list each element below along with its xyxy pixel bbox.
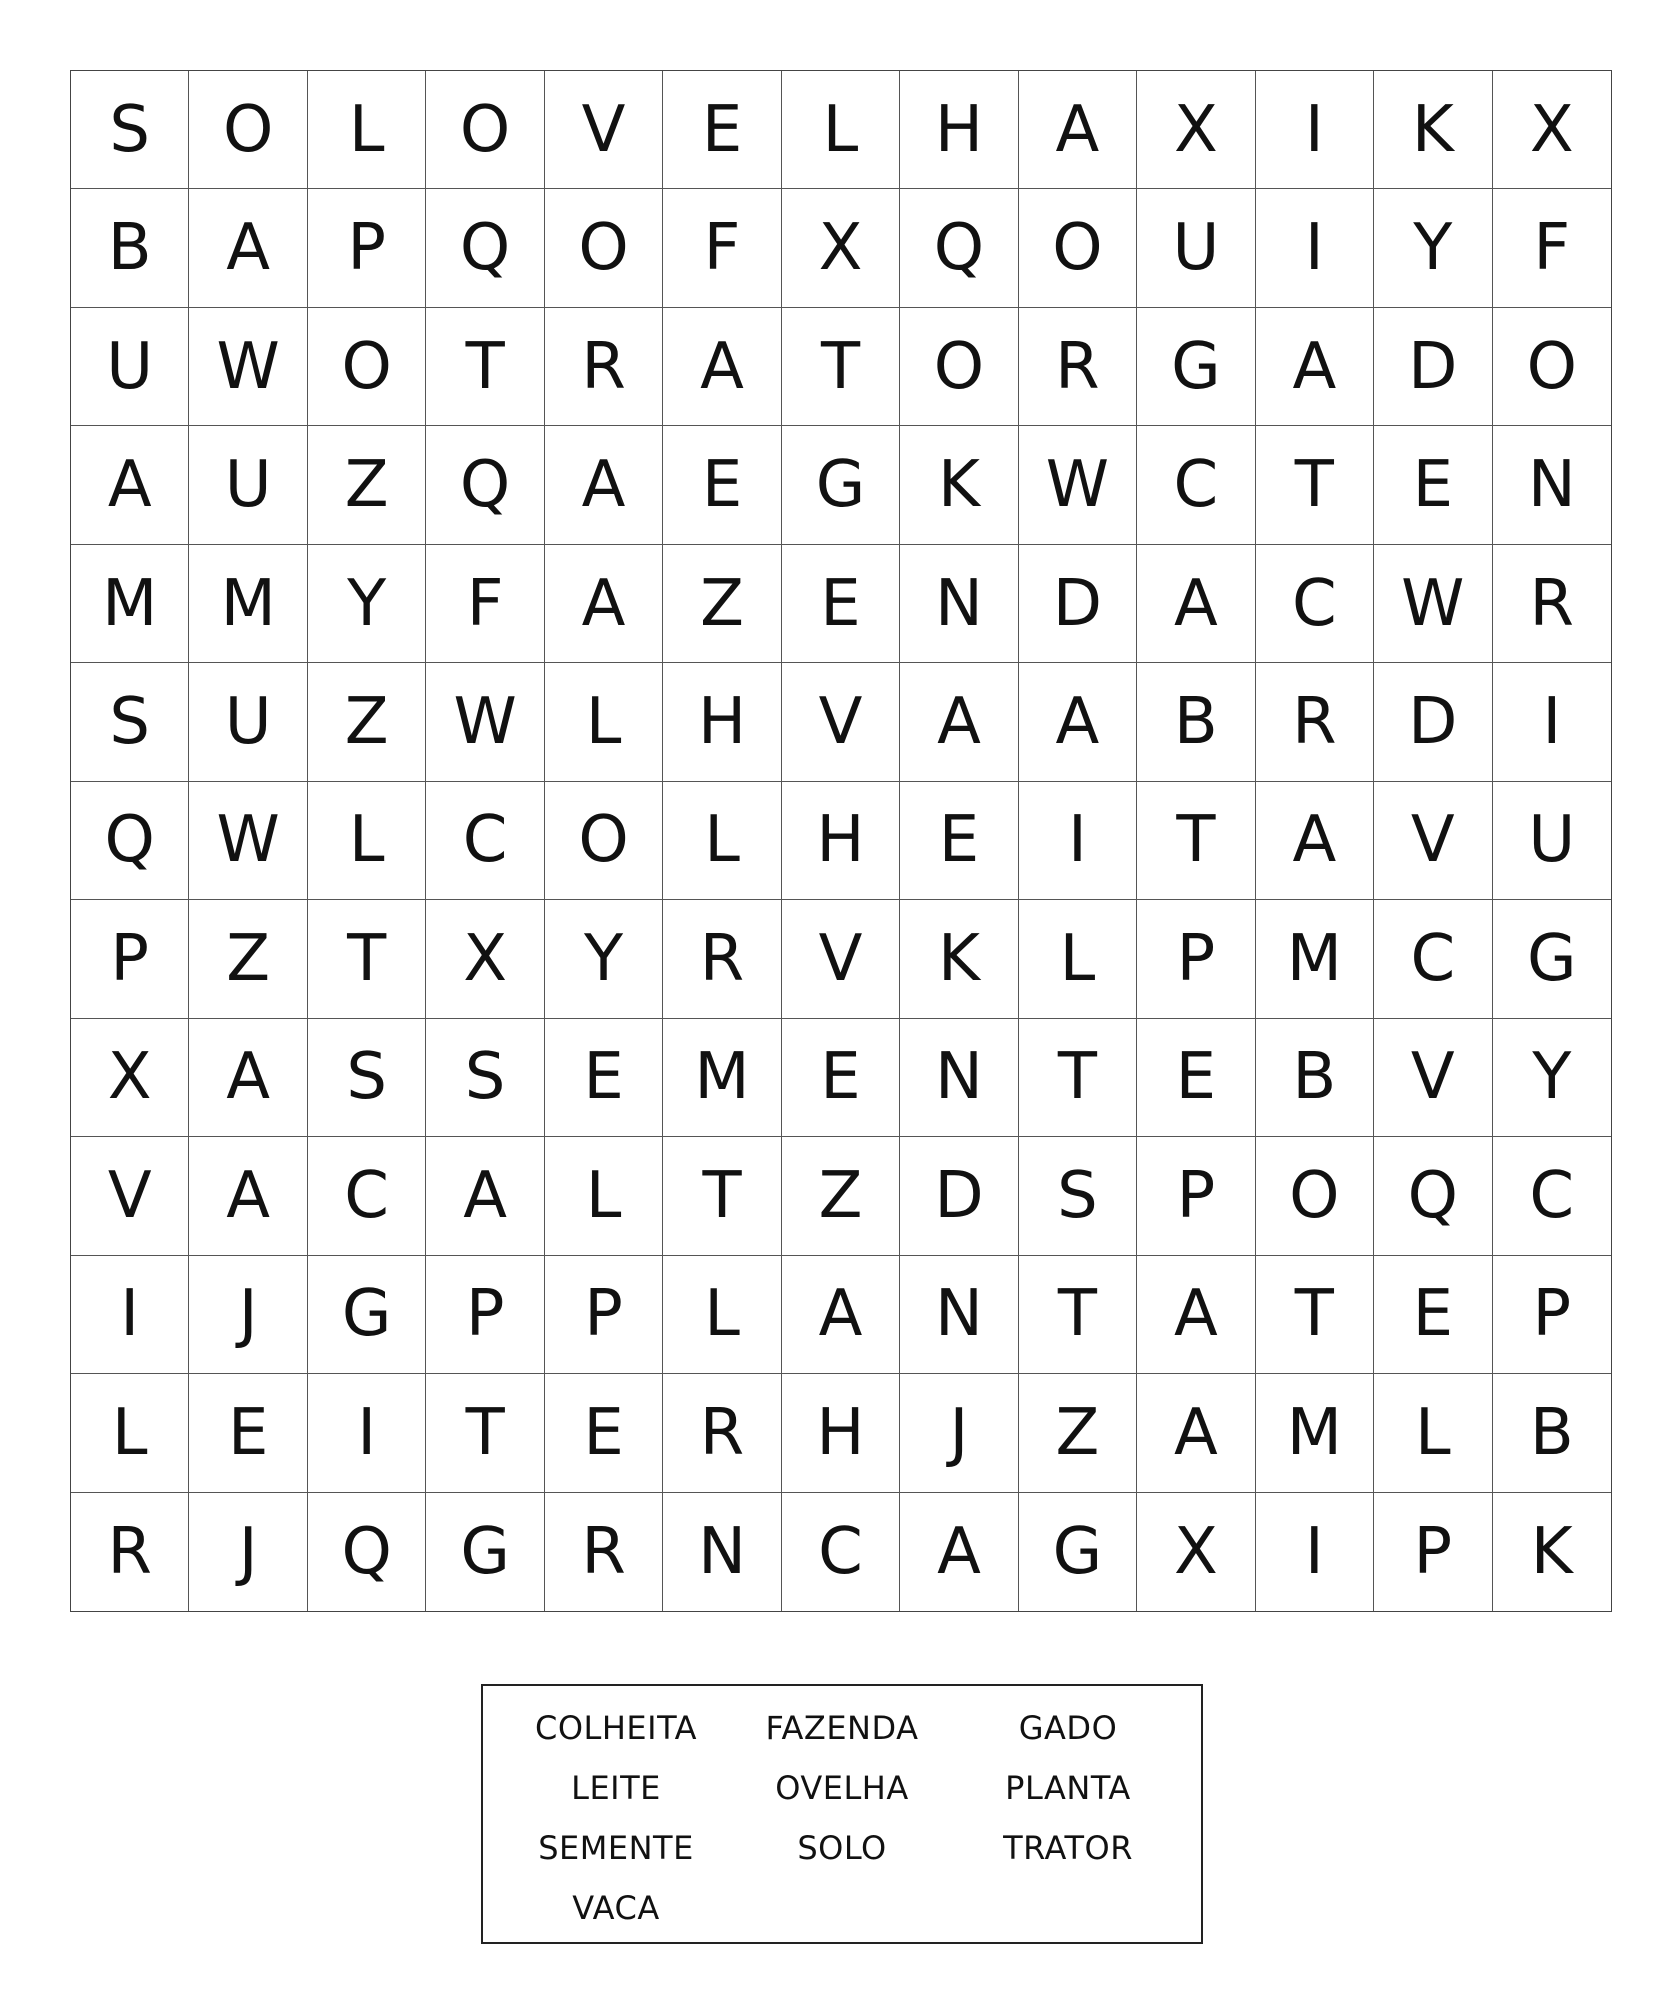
grid-cell[interactable]: Q — [900, 189, 1018, 307]
grid-cell[interactable]: X — [1137, 71, 1255, 189]
grid-cell[interactable]: F — [1493, 189, 1611, 307]
grid-cell[interactable]: M — [1256, 900, 1374, 1018]
grid-cell[interactable]: G — [782, 426, 900, 544]
grid-cell[interactable]: A — [1137, 545, 1255, 663]
grid-cell[interactable]: S — [1019, 1137, 1137, 1255]
grid-cell[interactable]: O — [189, 71, 307, 189]
grid-cell[interactable]: W — [426, 663, 544, 781]
grid-cell[interactable]: K — [900, 900, 1018, 1018]
grid-cell[interactable]: U — [189, 663, 307, 781]
grid-cell[interactable]: F — [426, 545, 544, 663]
grid-cell[interactable]: Z — [663, 545, 781, 663]
grid-cell[interactable]: D — [1374, 308, 1492, 426]
grid-cell[interactable]: D — [1019, 545, 1137, 663]
word-bank-item: GADO — [1018, 1709, 1118, 1747]
grid-cell[interactable]: E — [782, 545, 900, 663]
grid-cell[interactable]: O — [545, 782, 663, 900]
grid-cell[interactable]: B — [1256, 1019, 1374, 1137]
grid-cell[interactable]: I — [1256, 1493, 1374, 1611]
grid-cell[interactable]: Q — [71, 782, 189, 900]
grid-cell[interactable]: T — [426, 308, 544, 426]
grid-cell[interactable]: P — [426, 1256, 544, 1374]
grid-cell[interactable]: Y — [545, 900, 663, 1018]
grid-cell[interactable]: S — [71, 663, 189, 781]
grid-cell[interactable]: A — [900, 663, 1018, 781]
grid-cell[interactable]: C — [426, 782, 544, 900]
grid-cell[interactable]: U — [1137, 189, 1255, 307]
grid-cell[interactable]: G — [426, 1493, 544, 1611]
grid-cell[interactable]: E — [545, 1019, 663, 1137]
grid-cell[interactable]: K — [1374, 71, 1492, 189]
grid-cell[interactable]: T — [782, 308, 900, 426]
grid-cell[interactable]: C — [782, 1493, 900, 1611]
grid-cell[interactable]: C — [308, 1137, 426, 1255]
grid-cell[interactable]: R — [1493, 545, 1611, 663]
grid-cell[interactable]: E — [545, 1374, 663, 1492]
word-bank-item: LEITE — [571, 1769, 661, 1807]
grid-cell[interactable]: E — [663, 71, 781, 189]
grid-cell[interactable]: N — [900, 1019, 1018, 1137]
grid-cell[interactable]: Q — [308, 1493, 426, 1611]
grid-cell[interactable]: A — [1137, 1256, 1255, 1374]
grid-cell[interactable]: H — [663, 663, 781, 781]
word-bank-item: SOLO — [797, 1829, 887, 1867]
grid-cell[interactable]: W — [1019, 426, 1137, 544]
grid-cell[interactable]: A — [900, 1493, 1018, 1611]
grid-cell[interactable]: A — [1256, 308, 1374, 426]
grid-cell[interactable]: C — [1256, 545, 1374, 663]
grid-cell[interactable]: X — [71, 1019, 189, 1137]
grid-cell[interactable]: R — [71, 1493, 189, 1611]
grid-cell[interactable]: V — [545, 71, 663, 189]
grid-cell[interactable]: K — [900, 426, 1018, 544]
grid-cell[interactable]: Q — [426, 189, 544, 307]
word-bank-item: SEMENTE — [538, 1829, 694, 1867]
grid-cell[interactable]: H — [782, 782, 900, 900]
word-bank-item: COLHEITA — [534, 1709, 698, 1747]
grid-cell[interactable]: L — [545, 1137, 663, 1255]
grid-cell[interactable]: D — [900, 1137, 1018, 1255]
grid-cell[interactable]: G — [1137, 308, 1255, 426]
grid-cell[interactable]: O — [1493, 308, 1611, 426]
grid-cell[interactable]: O — [308, 308, 426, 426]
grid-cell[interactable]: A — [189, 1019, 307, 1137]
grid-cell[interactable]: T — [1019, 1256, 1137, 1374]
grid-cell[interactable]: Y — [1374, 189, 1492, 307]
grid-cell[interactable]: V — [782, 663, 900, 781]
grid-cell[interactable]: E — [663, 426, 781, 544]
grid-cell[interactable]: R — [545, 308, 663, 426]
grid-cell[interactable]: A — [1019, 663, 1137, 781]
grid-cell[interactable]: I — [71, 1256, 189, 1374]
grid-cell[interactable]: K — [1530, 1514, 1573, 1589]
grid-cell[interactable]: H — [900, 71, 1018, 189]
grid-cell[interactable]: M — [71, 545, 189, 663]
grid-cell[interactable]: L — [663, 782, 781, 900]
grid-cell[interactable]: L — [1374, 1374, 1492, 1492]
grid-cell[interactable]: R — [663, 900, 781, 1018]
grid-cell[interactable]: D — [1374, 663, 1492, 781]
grid-cell[interactable]: U — [71, 308, 189, 426]
grid-cell[interactable]: Y — [308, 545, 426, 663]
grid-cell[interactable]: N — [1493, 426, 1611, 544]
grid-cell[interactable]: Z — [1019, 1374, 1137, 1492]
grid-cell[interactable]: Z — [308, 663, 426, 781]
grid-cell[interactable]: J — [189, 1256, 307, 1374]
grid-cell[interactable]: T — [1256, 1256, 1374, 1374]
grid-cell[interactable]: T — [308, 900, 426, 1018]
grid-cell[interactable]: M — [663, 1019, 781, 1137]
grid-cell[interactable]: Q — [426, 426, 544, 544]
grid-cell[interactable]: W — [189, 782, 307, 900]
grid-cell[interactable]: Z — [782, 1137, 900, 1255]
grid-cell[interactable]: P — [1374, 1493, 1492, 1611]
grid-cell[interactable]: E — [189, 1374, 307, 1492]
grid-cell[interactable]: Z — [189, 900, 307, 1018]
grid-cell[interactable]: R — [1256, 663, 1374, 781]
grid-cell[interactable]: T — [663, 1137, 781, 1255]
grid-cell[interactable]: R — [1019, 308, 1137, 426]
grid-cell[interactable]: B — [71, 189, 189, 307]
grid-cell[interactable]: A — [71, 426, 189, 544]
grid-cell[interactable]: Y — [1493, 1019, 1611, 1137]
grid-cell[interactable]: E — [782, 1019, 900, 1137]
grid-cell[interactable]: B — [1493, 1374, 1611, 1492]
grid-cell[interactable]: E — [1137, 1019, 1255, 1137]
grid-cell[interactable]: I — [1256, 71, 1374, 189]
grid-cell[interactable]: N — [900, 545, 1018, 663]
grid-cell[interactable]: I — [1493, 663, 1611, 781]
grid-cell[interactable]: L — [663, 1256, 781, 1374]
grid-cell[interactable]: A — [189, 1137, 307, 1255]
grid-cell[interactable]: C — [1137, 426, 1255, 544]
grid-cell[interactable]: O — [1019, 189, 1137, 307]
grid-cell[interactable]: E — [900, 782, 1018, 900]
grid-cell[interactable]: F — [663, 189, 781, 307]
grid-cell[interactable]: R — [545, 1493, 663, 1611]
grid-cell[interactable]: T — [426, 1374, 544, 1492]
grid-cell[interactable]: A — [189, 189, 307, 307]
letter-grid — [70, 70, 1612, 1612]
grid-cell[interactable]: A — [663, 308, 781, 426]
word-bank-item: PLANTA — [1005, 1769, 1131, 1807]
grid-cell[interactable]: M — [1256, 1374, 1374, 1492]
grid-cell[interactable]: V — [1374, 782, 1492, 900]
grid-cell[interactable]: S — [308, 1019, 426, 1137]
grid-cell[interactable]: A — [545, 426, 663, 544]
grid-cell[interactable]: I — [308, 1374, 426, 1492]
grid-cell[interactable]: P — [1137, 900, 1255, 1018]
grid-cell[interactable]: V — [1374, 1019, 1492, 1137]
grid-cell[interactable]: C — [1493, 1137, 1611, 1255]
grid-cell[interactable]: X — [782, 189, 900, 307]
grid-cell[interactable]: T — [1137, 782, 1255, 900]
grid-cell[interactable]: O — [426, 71, 544, 189]
grid-cell[interactable]: L — [308, 71, 426, 189]
grid-cell[interactable]: W — [189, 308, 307, 426]
grid-cell[interactable]: O — [900, 308, 1018, 426]
grid-cell[interactable]: J — [189, 1493, 307, 1611]
grid-cell[interactable]: M — [189, 545, 307, 663]
grid-cell[interactable]: L — [71, 1374, 189, 1492]
grid-cell[interactable]: P — [545, 1256, 663, 1374]
grid-cell[interactable]: G — [1019, 1493, 1137, 1611]
word-bank-item: OVELHA — [775, 1769, 909, 1807]
grid-cell[interactable]: I — [1019, 782, 1137, 900]
grid-cell[interactable]: I — [1256, 189, 1374, 307]
grid-cell[interactable]: B — [1137, 663, 1255, 781]
grid-cell[interactable]: G — [308, 1256, 426, 1374]
grid-cell[interactable]: A — [1256, 782, 1374, 900]
grid-cell[interactable]: A — [426, 1137, 544, 1255]
grid-cell[interactable]: O — [1256, 1137, 1374, 1255]
grid-cell[interactable]: X — [426, 900, 544, 1018]
grid-cell[interactable]: G — [1493, 900, 1611, 1018]
grid-cell[interactable]: N — [900, 1256, 1018, 1374]
grid-cell[interactable]: L — [782, 71, 900, 189]
grid-cell[interactable]: U — [189, 426, 307, 544]
grid-cell[interactable]: A — [1019, 71, 1137, 189]
grid-cell[interactable]: H — [782, 1374, 900, 1492]
grid-cell[interactable]: S — [71, 71, 189, 189]
grid-cell[interactable]: O — [545, 189, 663, 307]
grid-cell[interactable]: Z — [308, 426, 426, 544]
grid-cell[interactable]: T — [1019, 1019, 1137, 1137]
grid-cell[interactable]: X — [1137, 1493, 1255, 1611]
grid-cell[interactable]: L — [545, 663, 663, 781]
grid-cell[interactable]: L — [1019, 900, 1137, 1018]
word-bank-item: TRATOR — [1003, 1829, 1133, 1867]
grid-cell[interactable]: A — [1137, 1374, 1255, 1492]
grid-cell[interactable]: P — [1493, 1256, 1611, 1374]
grid-cell[interactable]: R — [663, 1374, 781, 1492]
word-bank — [481, 1684, 1203, 1944]
grid-cell[interactable]: P — [308, 189, 426, 307]
grid-cell[interactable]: E — [1374, 426, 1492, 544]
grid-cell[interactable]: X — [1493, 71, 1611, 189]
grid-cell[interactable]: E — [1374, 1256, 1492, 1374]
grid-cell[interactable]: S — [426, 1019, 544, 1137]
grid-cell[interactable]: Q — [1374, 1137, 1492, 1255]
grid-cell[interactable]: P — [71, 900, 189, 1018]
grid-cell[interactable]: A — [782, 1256, 900, 1374]
word-bank-item: FAZENDA — [765, 1709, 919, 1747]
grid-cell[interactable]: P — [1137, 1137, 1255, 1255]
word-bank-item: VACA — [572, 1889, 660, 1927]
grid-cell[interactable]: A — [545, 545, 663, 663]
grid-cell[interactable]: V — [71, 1137, 189, 1255]
grid-cell[interactable]: N — [663, 1493, 781, 1611]
grid-cell[interactable]: J — [900, 1374, 1018, 1492]
grid-cell[interactable]: T — [1256, 426, 1374, 544]
grid-cell[interactable]: V — [782, 900, 900, 1018]
grid-cell[interactable]: U — [1493, 782, 1611, 900]
grid-cell[interactable]: L — [308, 782, 426, 900]
grid-cell[interactable]: C — [1374, 900, 1492, 1018]
grid-cell[interactable]: W — [1374, 545, 1492, 663]
